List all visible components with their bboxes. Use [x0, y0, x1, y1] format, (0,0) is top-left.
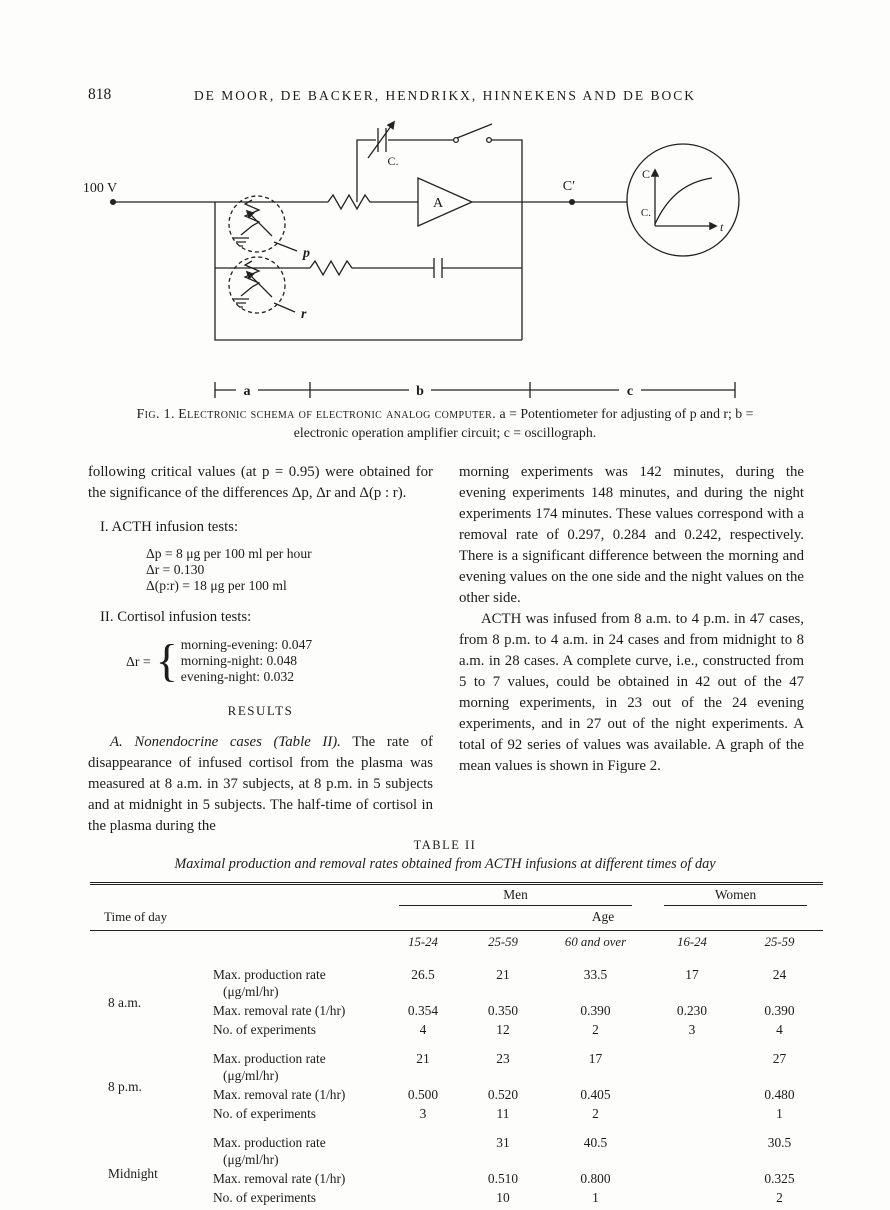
col-group-women: Women [648, 884, 823, 908]
age-col-header: 25-59 [488, 935, 518, 949]
value-cell: 0.350 [487, 1003, 519, 1018]
circuit-lines [111, 122, 739, 398]
nonendocrine-paragraph [88, 732, 433, 837]
value-cell: 4 [419, 1022, 427, 1037]
table-title: Maximal production and removal rates obtained from ACTH infusions at different times of day [174, 856, 716, 872]
metric-label: No. of experiments [213, 1190, 317, 1205]
segment-c-label: c [626, 384, 634, 399]
value-cell: 30.5 [767, 1135, 792, 1150]
value-cell: 26.5 [411, 967, 435, 982]
bracket-label-backgrounds [236, 380, 641, 398]
figure-caption-label: Fig. 1. [136, 406, 175, 421]
value-cell: 0.800 [580, 1171, 611, 1186]
value-cell: 0.510 [487, 1171, 519, 1186]
value-cell [648, 1123, 736, 1169]
running-head: DE MOOR, DE BACKER, HENDRIKX, HINNEKENS AND DE BOCK [193, 88, 697, 103]
list-item: Δ(p:r) = 18 μg per 100 ml [146, 578, 287, 593]
value-cell [648, 1188, 736, 1210]
metric-label: Max. removal rate (1/hr) [213, 1003, 346, 1018]
ground-symbol [233, 226, 252, 246]
value-cell [383, 1188, 463, 1210]
scope-y-axis-label: C [642, 167, 651, 181]
voltage-label: 100 V [82, 181, 118, 196]
value-cell [648, 1169, 736, 1188]
value-cell: 0.480 [764, 1087, 795, 1102]
right-column [459, 462, 804, 837]
list-item: evening-night: 0.032 [180, 669, 295, 684]
left-column [88, 462, 433, 837]
metric-label: No. of experiments [213, 1106, 317, 1121]
value-cell: 17 [588, 1051, 603, 1066]
paragraph-lead: A. Nonendocrine cases (Table II). [110, 734, 341, 750]
value-cell: 11 [496, 1106, 510, 1121]
value-cell: 10 [496, 1190, 510, 1205]
switch-symbol [457, 124, 492, 138]
value-cell [383, 1169, 463, 1188]
body-text [88, 462, 804, 837]
value-cell: 3 [688, 1022, 696, 1037]
age-col-header: 25-59 [764, 935, 795, 949]
value-cell: 40.5 [583, 1135, 608, 1150]
capacitor-symbol [434, 258, 442, 278]
variable-capacitor-symbol [378, 128, 386, 152]
intro-paragraph: following critical values (at p = 0.95) were obtained for the significance of the differences Δp, Δr and Δ(p : r). [88, 464, 433, 501]
pot-p-label: p [303, 246, 310, 261]
value-cell: 1 [776, 1106, 783, 1121]
value-cell: 2 [592, 1106, 599, 1121]
list-item: morning-night: 0.048 [180, 653, 298, 668]
metric-label: Max. production rate (μg/ml/hr) [213, 1135, 326, 1167]
scope-curve-label: C. [640, 207, 651, 219]
value-cell: 0.230 [676, 1003, 708, 1018]
metric-label: Max. removal rate (1/hr) [213, 1087, 346, 1102]
value-cell: 23 [496, 1051, 510, 1066]
value-cell: 31 [496, 1135, 510, 1150]
delta-r-label: Δr = [126, 653, 151, 669]
ground-symbol [233, 287, 252, 307]
table-label: TABLE II [413, 838, 477, 852]
time-of-day: 8 a.m. [108, 994, 142, 1010]
table-row [90, 955, 823, 1001]
half-time-paragraph: morning experiments was 142 minutes, during the evening experiments 148 minutes, and during the night experiments 174 minutes. These values correspond with a removal rate of 0.297, 0.284 and 0.242, respectively. There is a significant difference between the morning and evening values on the one side and the night values on the other side. [459, 464, 804, 606]
list-item: morning-evening: 0.047 [180, 637, 313, 652]
value-cell: 12 [496, 1022, 510, 1037]
value-cell: 21 [496, 967, 510, 982]
response-curve [655, 178, 712, 224]
value-cell: 0.405 [580, 1087, 611, 1102]
pot-r-label: r [301, 307, 307, 322]
amplifier-symbol [418, 178, 472, 226]
scope-x-axis-label: t [720, 220, 724, 234]
amplifier-label: A [432, 196, 444, 211]
segment-b-label: b [416, 384, 424, 399]
time-of-day: 8 p.m. [108, 1078, 142, 1094]
table-row [90, 1039, 823, 1085]
value-cell: 0.354 [407, 1003, 439, 1018]
value-cell [648, 1039, 736, 1085]
value-cell: 1 [592, 1190, 599, 1205]
value-cell: 33.5 [583, 967, 608, 982]
capacitor-label: C. [387, 154, 399, 168]
table-row [90, 1085, 823, 1104]
figure-caption [135, 404, 755, 442]
results-heading: RESULTS [227, 703, 294, 718]
figure-caption-text: a = Potentiometer for adjusting of p and r; b = electronic operation amplifier circuit; c = oscillograph. [293, 406, 754, 440]
value-cell: 3 [419, 1106, 427, 1121]
table-2 [90, 882, 823, 1210]
value-cell [383, 1123, 463, 1169]
col-group-men: Men [383, 884, 648, 908]
time-of-day: Midnight [108, 1165, 158, 1181]
page-number: 818 [88, 86, 112, 103]
acth-infusion-paragraph: ACTH was infused from 8 a.m. to 4 p.m. in 47 cases, from 8 p.m. to 4 a.m. in 24 cases and from midnight to 8 a.m. in 28 cases. A complete curve, i.e., constructed from 5 to 7 values, could be obtained in 42 out of the 47 morning experiments, in 23 out of the 24 evening experiments, and in 27 out of the night experiments. A total of 92 series of values was available. A graph of the mean values is shown in Figure 2. [459, 611, 804, 774]
segment-a-label: a [243, 384, 251, 399]
value-cell: 2 [592, 1022, 599, 1037]
value-cell: 2 [776, 1190, 783, 1205]
age-col-header: 16-24 [677, 935, 707, 949]
table-row [90, 1188, 823, 1210]
value-cell [648, 1085, 736, 1104]
cortisol-tests-heading: II. Cortisol infusion tests: [100, 609, 252, 625]
metric-label: Max. production rate (μg/ml/hr) [213, 967, 326, 999]
value-cell: 0.520 [487, 1087, 519, 1102]
table-row [90, 1020, 823, 1039]
value-cell: 17 [685, 967, 699, 982]
output-label: C′ [562, 179, 576, 194]
acth-test-values [88, 546, 433, 594]
acth-tests-heading: I. ACTH infusion tests: [100, 519, 239, 535]
value-cell: 0.500 [407, 1087, 439, 1102]
value-cell: 27 [772, 1051, 787, 1066]
age-col-header: 15-24 [408, 935, 438, 949]
circuit-diagram [0, 112, 890, 404]
col-group-age: Age [383, 907, 823, 931]
value-cell: 0.390 [580, 1003, 611, 1018]
metric-label: No. of experiments [213, 1022, 317, 1037]
brace-glyph: { [155, 635, 178, 686]
metric-label: Max. removal rate (1/hr) [213, 1171, 346, 1186]
value-cell: 0.325 [764, 1171, 795, 1186]
metric-label: Max. production rate (μg/ml/hr) [213, 1051, 326, 1083]
table-row [90, 1104, 823, 1123]
value-cell: 21 [416, 1051, 430, 1066]
col-header-time: Time of day [90, 907, 195, 931]
table-row [90, 1169, 823, 1188]
value-cell: 4 [776, 1022, 783, 1037]
list-item: Δp = 8 μg per 100 ml per hour [146, 546, 312, 561]
value-cell [648, 1104, 736, 1123]
table-row [90, 1001, 823, 1020]
value-cell: 0.390 [764, 1003, 795, 1018]
figure-caption-title: Electronic schema of electronic analog computer. [178, 406, 497, 421]
table-row [90, 1123, 823, 1169]
list-item: Δr = 0.130 [146, 562, 205, 577]
paragraph-rest: The rate of disappearance of infused cortisol from the plasma was measured at 8 a.m. in 37 subjects, at 8 p.m. in 5 subjects and at midnight in 5 subjects. The half-time of cortisol in the plasma during the [88, 734, 433, 834]
value-cell: 24 [772, 967, 787, 982]
age-col-header: 60 and over [564, 935, 627, 949]
cortisol-test-values [88, 637, 433, 685]
oscillograph-symbol [627, 144, 739, 256]
